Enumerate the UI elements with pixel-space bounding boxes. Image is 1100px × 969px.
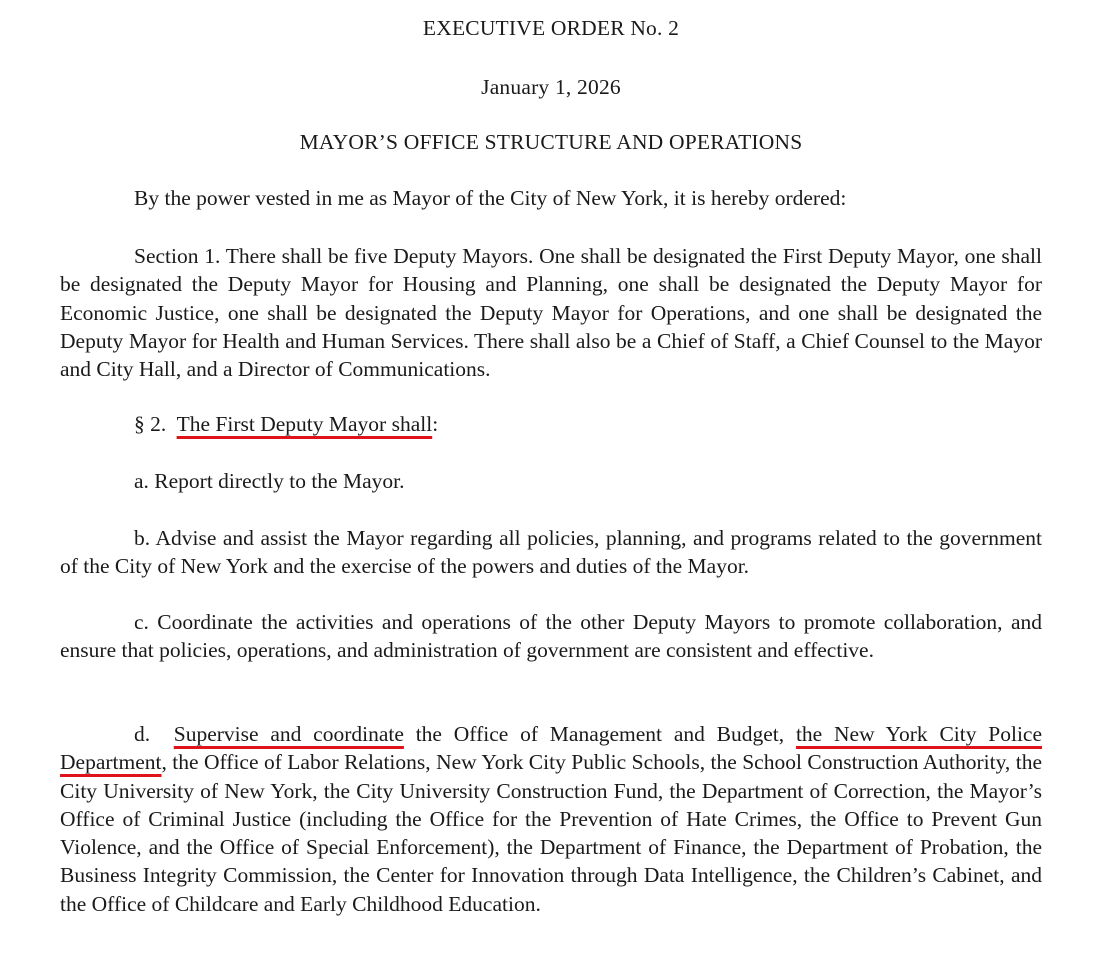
section-2-heading (60, 410, 1042, 438)
item-a-paragraph: a. Report directly to the Mayor. (134, 469, 405, 493)
section-1-paragraph: Section 1. There shall be five Deputy Mayors. One shall be designated the First Deputy Mayor, one shall be designated the Deputy Mayor for Housing and Planning, one shall be designated the Deputy Mayor for Economic Justice, one shall be designated the Deputy Mayor for Operations, and one shall be designated the Deputy Mayor for Health and Human Services. There shall also be a Chief of Staff, a Chief Counsel to the Mayor and City Hall, and a Director of Communications. (60, 244, 1042, 382)
document-date: January 1, 2026 (481, 75, 621, 99)
item-c-paragraph: c. Coordinate the activities and operations of the other Deputy Mayors to promote collaboration, and ensure that policies, operations, and administration of government are consistent and effective. (60, 610, 1042, 663)
highlighted-nypd: the New York City Police Department (60, 722, 1043, 775)
item-d-label: d. (134, 722, 151, 746)
item-d-paragraph (60, 720, 1042, 918)
highlighted-first-deputy-mayor: The First Deputy Mayor shall (176, 412, 433, 436)
item-d-text-2: , the Office of Labor Relations, New York City Public Schools, the School Construction Authority, the City University of New York, the City University Construction Fund, the Department of Correction, the Mayor’s Office of Criminal Justice (including the Office for the Prevention of Hate Crimes, the Office to Prevent Gun Violence, and the Office of Special Enforcement), the Department of Finance, the Department of Probation, the Business Integrity Commission, the Center for Innovation through Data Intelligence, the Children’s Cabinet, and the Office of Childcare and Early Childhood Education. (60, 750, 1042, 916)
section-2-colon: : (432, 412, 439, 436)
section-2-number: § 2. (134, 412, 167, 436)
intro-paragraph: By the power vested in me as Mayor of the City of New York, it is hereby ordered: (134, 186, 847, 210)
item-d-text-1: the Office of Management and Budget, (403, 722, 796, 746)
document-title: EXECUTIVE ORDER No. 2 (422, 16, 680, 40)
document-subject: MAYOR’S OFFICE STRUCTURE AND OPERATIONS (299, 130, 803, 154)
highlighted-supervise-and-coordinate: Supervise and coordinate (173, 722, 404, 746)
item-b-paragraph: b. Advise and assist the Mayor regarding all policies, planning, and programs related to the government of the City of New York and the exercise of the powers and duties of the Mayor. (60, 526, 1042, 579)
